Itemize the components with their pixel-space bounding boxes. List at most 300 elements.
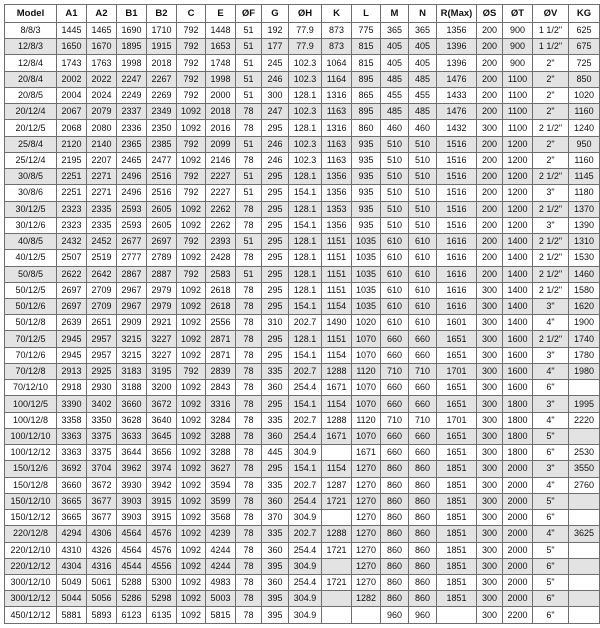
table-cell: 860 [381,493,409,509]
table-cell: 2605 [147,217,177,233]
table-cell: 1092 [177,282,206,298]
table-cell: 1721 [322,493,352,509]
table-cell: 860 [409,526,437,542]
table-cell: 5" [533,428,569,444]
table-cell: 78 [236,396,262,412]
table-cell: 4" [533,526,569,542]
table-cell: 200 [477,71,503,87]
table-cell: 3594 [206,477,236,493]
table-cell: 1998 [206,71,236,87]
table-cell: 405 [381,55,409,71]
table-cell: 792 [177,87,206,103]
table-cell [569,428,600,444]
table-cell: 295 [262,396,289,412]
table-cell: 78 [236,331,262,347]
table-row [5,234,600,250]
table-cell: 2605 [147,201,177,217]
table-cell: 4" [533,477,569,493]
table-cell: 295 [262,169,289,185]
table-cell: 4294 [57,526,87,542]
table-cell: 295 [262,282,289,298]
table-cell: 1915 [147,39,177,55]
table-cell: 365 [409,23,437,39]
table-cell: 300 [477,412,503,428]
table-cell: 510 [381,169,409,185]
table-cell: 1400 [503,315,533,331]
table-cell: 200 [477,55,503,71]
table-cell: 1800 [503,445,533,461]
table-cell: 4316 [87,558,117,574]
table-cell: 4244 [206,558,236,574]
table-cell: 254.4 [289,380,322,396]
table-cell: 5" [533,574,569,590]
table-cell: 1160 [569,152,600,168]
table-row [5,526,600,542]
table-cell: 78 [236,250,262,266]
table-cell: 200 [477,185,503,201]
table-cell: 3665 [57,510,87,526]
table-cell: 1200 [503,169,533,185]
table-cell: 660 [409,396,437,412]
table-cell: 102.3 [289,71,322,87]
table-cell: 2593 [117,217,147,233]
table-cell: 860 [381,526,409,542]
model-cell: 20/12/5 [5,120,57,136]
table-cell: 78 [236,428,262,444]
table-cell: 900 [503,23,533,39]
table-cell: 295 [262,201,289,217]
table-cell: 1651 [437,396,477,412]
table-cell: 1120 [352,363,381,379]
table-row [5,87,600,103]
table-cell: 335 [262,526,289,542]
table-cell: 2967 [117,298,147,314]
table-cell: 78 [236,461,262,477]
table-cell: 710 [409,412,437,428]
table-cell: 2220 [569,412,600,428]
table-cell: 304.9 [289,445,322,461]
table-cell: 1092 [177,120,206,136]
table-cell: 660 [409,428,437,444]
table-cell: 335 [262,477,289,493]
table-cell: 3227 [147,347,177,363]
table-cell: 6123 [117,607,147,624]
model-cell: 70/12/5 [5,331,57,347]
table-cell: 6" [533,380,569,396]
table-cell: 660 [409,331,437,347]
table-cell: 1200 [503,185,533,201]
table-cell: 300 [477,120,503,136]
column-header: G [262,5,289,23]
table-cell: 202.7 [289,526,322,542]
table-cell: 2067 [57,104,87,120]
table-cell: 3644 [117,445,147,461]
table-cell: 1287 [322,477,352,493]
model-cell: 100/12/5 [5,396,57,412]
table-cell: 2871 [206,331,236,347]
table-cell: 1151 [322,282,352,298]
table-cell: 2477 [147,152,177,168]
table-cell: 3942 [147,477,177,493]
model-cell: 30/12/5 [5,201,57,217]
table-cell: 2207 [87,152,117,168]
table-cell: 5003 [206,591,236,607]
table-cell: 78 [236,445,262,461]
model-cell: 100/12/12 [5,445,57,461]
column-header: A2 [87,5,117,23]
table-cell: 510 [381,136,409,152]
table-cell: 1490 [322,315,352,331]
table-cell: 300 [477,607,503,624]
table-cell: 360 [262,542,289,558]
table-cell: 78 [236,104,262,120]
table-cell: 1516 [437,217,477,233]
table-cell: 860 [381,558,409,574]
table-cell: 3200 [147,380,177,396]
model-cell: 150/12/8 [5,477,57,493]
table-row [5,607,600,624]
table-cell: 610 [409,250,437,266]
table-cell: 295 [262,250,289,266]
table-cell: 5061 [87,574,117,590]
table-cell: 370 [262,510,289,526]
table-row [5,298,600,314]
table-cell: 2697 [57,282,87,298]
model-cell: 70/12/8 [5,363,57,379]
table-cell: 3660 [117,396,147,412]
table-cell: 1651 [437,380,477,396]
table-cell: 3677 [87,493,117,509]
table-cell: 1316 [322,120,352,136]
table-cell: 1651 [437,428,477,444]
table-cell: 1400 [503,250,533,266]
table-cell: 1 1/2" [533,23,569,39]
table-cell: 5893 [87,607,117,624]
table-cell: 4304 [57,558,87,574]
table-cell: 1616 [437,298,477,314]
table-cell: 304.9 [289,510,322,526]
table-cell: 3288 [206,445,236,461]
table-cell: 860 [381,542,409,558]
table-cell: 154.1 [289,461,322,477]
table-row [5,591,600,607]
table-cell: 3363 [57,428,87,444]
table-cell: 1396 [437,39,477,55]
table-cell: 102.3 [289,104,322,120]
table-cell: 2777 [117,250,147,266]
table-cell: 2393 [206,234,236,250]
table-row [5,461,600,477]
table-cell: 2" [533,55,569,71]
table-cell: 2" [533,104,569,120]
table-cell: 3" [533,298,569,314]
table-cell: 3568 [206,510,236,526]
table-cell: 1035 [352,298,381,314]
table-row [5,412,600,428]
table-cell: 2000 [503,558,533,574]
table-cell: 1092 [177,396,206,412]
table-row [5,558,600,574]
table-cell: 1600 [503,331,533,347]
table-cell: 3677 [87,510,117,526]
table-cell: 200 [477,87,503,103]
table-cell: 4576 [147,526,177,542]
table-cell: 1035 [352,250,381,266]
table-cell: 1064 [322,55,352,71]
table-row [5,136,600,152]
table-cell: 510 [381,152,409,168]
table-cell: 610 [381,315,409,331]
table-cell: 1900 [569,315,600,331]
table-cell: 335 [262,363,289,379]
table-cell: 300 [477,282,503,298]
table-cell: 246 [262,152,289,168]
table-cell: 485 [409,71,437,87]
table-cell: 860 [409,574,437,590]
table-cell: 3672 [87,477,117,493]
table-cell: 1270 [352,477,381,493]
table-cell: 2871 [206,347,236,363]
table-cell: 2 1/2" [533,201,569,217]
table-cell: 1995 [569,396,600,412]
model-cell: 300/12/10 [5,574,57,590]
table-cell: 1092 [177,428,206,444]
table-cell: 1163 [322,136,352,152]
table-cell: 510 [409,169,437,185]
model-cell: 25/8/4 [5,136,57,152]
table-cell: 1530 [569,250,600,266]
model-cell: 70/12/6 [5,347,57,363]
table-cell: 460 [381,120,409,136]
table-cell [569,493,600,509]
table-cell: 1651 [437,445,477,461]
model-cell: 220/12/12 [5,558,57,574]
table-cell: 1070 [352,331,381,347]
table-cell: 2251 [57,169,87,185]
table-cell: 2 1/2" [533,169,569,185]
table-cell: 1620 [569,298,600,314]
table-cell: 873 [322,39,352,55]
table-cell: 2000 [503,510,533,526]
table-cell: 300 [477,558,503,574]
table-cell: 610 [381,250,409,266]
table-cell: 2516 [147,169,177,185]
column-header: KG [569,5,600,23]
table-cell [322,558,352,574]
model-cell: 100/12/8 [5,412,57,428]
table-cell: 1092 [177,201,206,217]
table-cell: 1851 [437,574,477,590]
table-cell: 2618 [206,298,236,314]
table-cell: 2583 [206,266,236,282]
table-cell: 1653 [206,39,236,55]
column-header: ØF [236,5,262,23]
table-cell: 310 [262,315,289,331]
table-cell: 2925 [87,363,117,379]
table-cell [322,607,352,624]
model-cell: 30/12/6 [5,217,57,233]
table-cell: 2271 [87,185,117,201]
table-cell: 51 [236,136,262,152]
table-cell: 300 [477,493,503,509]
table-cell: 1154 [322,396,352,412]
table-cell: 1092 [177,217,206,233]
table-cell: 2697 [57,298,87,314]
table-cell: 873 [322,23,352,39]
table-cell: 2979 [147,298,177,314]
table-cell: 4983 [206,574,236,590]
model-cell: 450/12/12 [5,607,57,624]
table-cell: 1092 [177,510,206,526]
table-cell [569,607,600,624]
table-cell: 1671 [322,428,352,444]
table-row [5,282,600,298]
table-cell: 78 [236,217,262,233]
table-cell: 660 [381,428,409,444]
table-cell: 660 [381,445,409,461]
table-cell: 395 [262,558,289,574]
table-cell: 1092 [177,315,206,331]
table-cell: 1516 [437,185,477,201]
table-cell: 610 [409,315,437,331]
table-cell: 775 [352,23,381,39]
table-cell: 935 [352,201,381,217]
table-cell: 1035 [352,282,381,298]
table-cell: 360 [262,493,289,509]
table-cell: 1100 [503,120,533,136]
table-cell: 78 [236,591,262,607]
table-cell: 200 [477,152,503,168]
table-cell: 2 1/2" [533,234,569,250]
table-cell: 2002 [57,71,87,87]
table-cell: 3183 [117,363,147,379]
table-cell: 1400 [503,282,533,298]
table-cell: 300 [477,542,503,558]
table-cell: 1516 [437,152,477,168]
table-cell: 792 [177,136,206,152]
table-cell: 300 [477,574,503,590]
table-cell: 200 [477,217,503,233]
table-cell: 1163 [322,104,352,120]
table-cell: 1650 [57,39,87,55]
table-cell: 2593 [117,201,147,217]
table-cell: 2251 [57,185,87,201]
table-cell: 610 [381,234,409,250]
table-cell: 1288 [322,363,352,379]
table-cell: 660 [381,331,409,347]
table-cell: 1356 [322,185,352,201]
table-cell: 2000 [503,526,533,542]
table-cell: 1851 [437,461,477,477]
table-cell: 1580 [569,282,600,298]
table-cell: 485 [381,104,409,120]
table-cell: 300 [477,347,503,363]
table-cell: 300 [477,363,503,379]
table-cell: 2519 [87,250,117,266]
table-cell: 1740 [569,331,600,347]
table-cell: 2099 [206,136,236,152]
table-cell: 3645 [147,428,177,444]
table-cell: 1356 [322,217,352,233]
table-cell: 2000 [206,87,236,103]
table-cell: 3188 [117,380,147,396]
table-cell: 6135 [147,607,177,624]
table-cell: 1151 [322,234,352,250]
table-cell: 2227 [206,169,236,185]
table-cell: 1390 [569,217,600,233]
table-cell: 3" [533,217,569,233]
table-cell: 4239 [206,526,236,542]
table-cell [569,510,600,526]
table-cell: 1270 [352,574,381,590]
table-cell: 792 [177,39,206,55]
table-cell: 1200 [503,152,533,168]
table-cell: 792 [177,55,206,71]
table-cell: 1151 [322,250,352,266]
table-cell: 4556 [147,558,177,574]
table-cell: 2195 [57,152,87,168]
table-cell: 3915 [147,493,177,509]
table-cell: 5049 [57,574,87,590]
table-cell: 1200 [503,136,533,152]
table-cell: 1092 [177,380,206,396]
table-cell: 1370 [569,201,600,217]
table-cell: 2651 [87,315,117,331]
table-row [5,120,600,136]
table-cell: 2004 [57,87,87,103]
table-cell: 1151 [322,266,352,282]
table-cell: 1154 [322,461,352,477]
table-cell: 1035 [352,266,381,282]
table-cell: 960 [381,607,409,624]
table-cell: 1800 [503,396,533,412]
table-cell: 1721 [322,542,352,558]
table-cell: 1356 [322,169,352,185]
table-cell: 2913 [57,363,87,379]
table-cell: 78 [236,298,262,314]
table-cell: 2000 [503,493,533,509]
table-cell: 3375 [87,445,117,461]
table-cell: 865 [352,87,381,103]
table-cell: 4" [533,363,569,379]
table-cell: 51 [236,234,262,250]
table-cell: 1070 [352,347,381,363]
table-cell: 1270 [352,526,381,542]
table-cell: 1780 [569,347,600,363]
table-cell: 1800 [503,428,533,444]
table-cell: 3227 [147,331,177,347]
table-cell: 510 [409,136,437,152]
table-cell: 2887 [147,266,177,282]
table-cell: 1701 [437,412,477,428]
table-row [5,542,600,558]
table-cell: 1200 [503,201,533,217]
table-cell: 2452 [87,234,117,250]
table-cell: 2140 [87,136,117,152]
table-cell: 2000 [503,574,533,590]
table-cell: 1092 [177,526,206,542]
table-cell: 405 [381,39,409,55]
table-cell: 3" [533,185,569,201]
table-cell: 1100 [503,87,533,103]
table-cell: 510 [409,217,437,233]
model-cell: 300/12/12 [5,591,57,607]
table-cell: 3915 [147,510,177,526]
table-cell: 1448 [206,23,236,39]
table-cell: 1516 [437,136,477,152]
table-cell: 202.7 [289,477,322,493]
table-cell: 1 1/2" [533,39,569,55]
